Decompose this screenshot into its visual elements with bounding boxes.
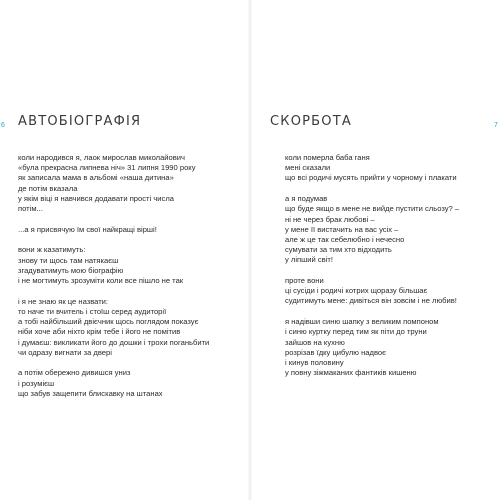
poem-line: зайшов на кухню <box>285 337 345 347</box>
poem-line: розрізав їдку цибулю надвоє <box>285 347 386 357</box>
poem-line: що всі родичі мусять прийти у чорному і плакати <box>285 173 457 183</box>
stanza <box>285 194 490 265</box>
poem-body-left <box>18 153 243 410</box>
poem-line: і я не знаю як це назвати: <box>18 296 109 306</box>
stanza <box>285 153 490 184</box>
stanza <box>18 225 243 235</box>
poem-line: ніби хоче аби ніхто крім тебе і його не помітив <box>18 327 181 337</box>
poem-line: мені сказали <box>285 163 331 173</box>
poem-line: коли померла баба ганя <box>285 153 370 162</box>
poem-line: як записала мама в альбомі «наша дитина» <box>18 173 174 183</box>
stanza <box>285 276 490 307</box>
poem-title-right: СКОРБОТА <box>270 114 352 129</box>
stanza <box>18 297 243 358</box>
poem-line: а потім обережно дивишся униз <box>18 368 131 378</box>
poem-line: а я подумав <box>285 194 328 204</box>
poem-line: чи одразу вигнати за двері <box>18 347 112 357</box>
poem-line: потім... <box>18 204 43 214</box>
poem-line: але ж це так себелюбно і нечесно <box>285 234 405 244</box>
poem-line: ці сусіди і родичі котрих щоразу більшає <box>285 286 428 296</box>
poem-line: судитимуть мене: дивіться він зовсім і не любив! <box>285 296 457 306</box>
poem-line: «була прекрасна липнева ніч» 31 липня 1990 року <box>18 163 196 173</box>
poem-line: і синю куртку перед тим як піти до труни <box>285 327 427 337</box>
poem-line: і не могтимуть зрозуміти коли все пішло не так <box>18 276 184 286</box>
poem-line: а тобі найбільший двієчник щось поглядом показує <box>18 317 199 327</box>
poem-line: що забув защепити блискавку на штанах <box>18 388 163 398</box>
poem-line: і розумієш <box>18 378 55 388</box>
poem-line: ні не через брак любові – <box>285 214 375 224</box>
poem-line: згадуватимуть мою біографію <box>18 265 124 275</box>
poem-line: у мене її вистачить на вас усіх – <box>285 224 399 234</box>
stanza <box>18 153 243 214</box>
poem-line: знову ти щось там натякаєш <box>18 255 119 265</box>
poem-line: де потім вказала <box>18 183 78 193</box>
poem-line: проте вони <box>285 276 324 286</box>
book-gutter <box>248 0 252 500</box>
poem-title-left: АВТОБІОГРАФІЯ <box>18 114 142 129</box>
poem-line: у ліпший світ! <box>285 255 333 265</box>
stanza <box>18 245 243 286</box>
poem-line: я надівши синю шапку з великим помпоном <box>285 317 439 327</box>
page-number-right: 7 <box>494 122 498 129</box>
poem-line: то наче ти вчитель і стоїш серед аудиторії <box>18 306 167 316</box>
poem-line: у повну зіжмаканих фантиків кишеню <box>285 368 417 378</box>
poem-body-right <box>285 153 490 389</box>
stanza <box>285 317 490 378</box>
poem-line: ...а я присвячую їм свої найкращі вірші! <box>18 224 157 234</box>
poem-line: вони ж казатимуть: <box>18 245 86 255</box>
poem-line: у якім віці я навчився додавати прості числа <box>18 193 174 203</box>
poem-line: що буде якщо в мене не вийде пустити сльозу? – <box>285 204 460 214</box>
stanza <box>18 368 243 399</box>
poem-line: і думаєш: викликати його до дошки і трохи поганьбити <box>18 337 210 347</box>
poem-line: коли народився я, лаок мирослав миколайович <box>18 153 186 162</box>
poem-line: сумувати за тим хто відходить <box>285 245 392 255</box>
page-number-left: 6 <box>1 122 5 129</box>
poem-line: і кинув половину <box>285 357 344 367</box>
